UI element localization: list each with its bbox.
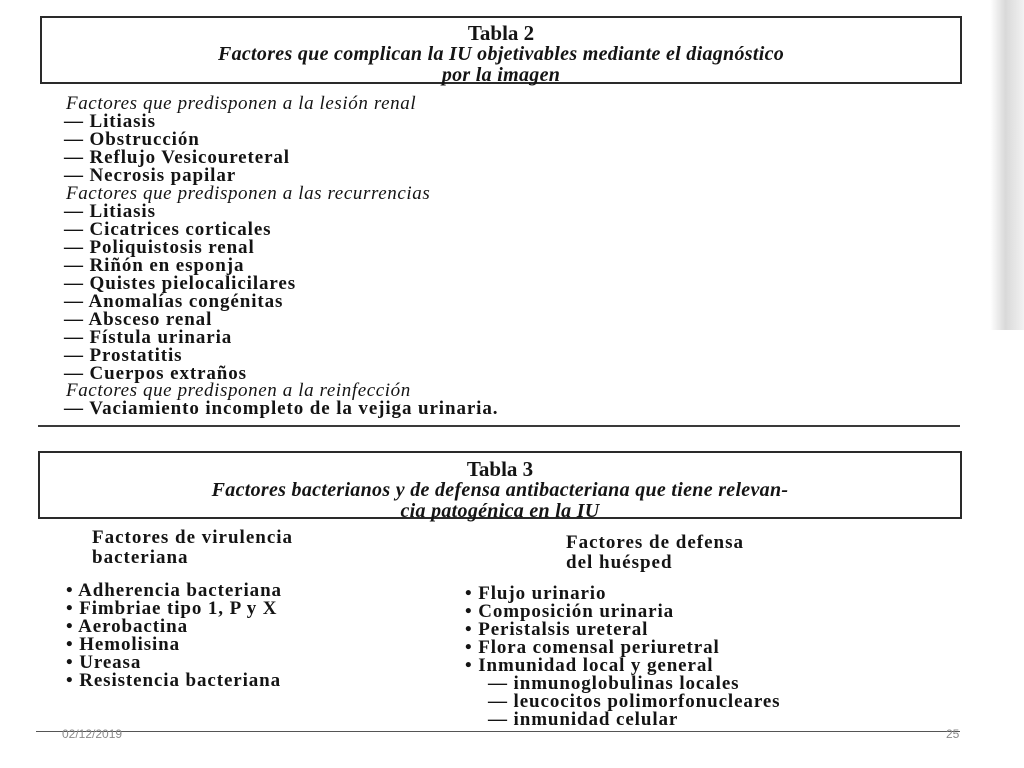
tabla-2-caption-line1: Factores que complican la IU objetivables mediante el diagnóstico [217, 43, 785, 65]
list-item: • Composición urinaria [465, 601, 675, 622]
list-item: • Fimbriae tipo 1, P y X [66, 598, 278, 619]
right-column-heading-line2: del huésped [566, 552, 673, 573]
tabla-2-section-heading: Factores que predisponen a la lesión renal [66, 93, 417, 114]
tabla-2-caption-line2: por la imagen [441, 64, 561, 86]
left-column-heading-line1: Factores de virulencia [92, 527, 294, 548]
list-item: — Prostatitis [64, 345, 183, 366]
list-item: — Reflujo Vesicoureteral [64, 147, 290, 168]
tabla-3-caption-line2: cia patogénica en la IU [400, 500, 600, 522]
tabla-3-number: Tabla 3 [466, 457, 534, 481]
list-item: — Litiasis [64, 201, 156, 222]
list-item: • Flujo urinario [465, 583, 607, 604]
tabla-2-section-heading: Factores que predisponen a las recurrencias [66, 183, 431, 204]
list-item: • Hemolisina [66, 634, 181, 655]
list-item: — Obstrucción [64, 129, 200, 150]
list-item: — Necrosis papilar [64, 165, 237, 186]
list-item: — Riñón en esponja [64, 255, 245, 276]
list-item: — Litiasis [64, 111, 156, 132]
left-column-heading-line2: bacteriana [92, 547, 189, 568]
list-item: • Peristalsis ureteral [465, 619, 649, 640]
list-item: — Quistes pielocalicilares [64, 273, 297, 294]
left-column-heading [92, 528, 293, 568]
tabla-2-section-heading: Factores que predisponen a la reinfección [66, 380, 411, 401]
list-item: • Flora comensal periuretral [465, 637, 720, 658]
footer-date: 02/12/2019 [62, 727, 123, 741]
list-item: • Adherencia bacteriana [66, 580, 282, 601]
tabla-3-title-box [38, 451, 962, 522]
footer-rule [36, 731, 960, 732]
tabla-3-caption-line1: Factores bacterianos y de defensa antibacteriana que tiene relevan- [211, 479, 789, 501]
list-item: — leucocitos polimorfonucleares [488, 691, 781, 712]
list-item: • Ureasa [66, 652, 142, 673]
list-item: — inmunoglobulinas locales [488, 673, 740, 694]
scan-edge-shadow [990, 0, 1024, 330]
list-item: — Absceso renal [64, 309, 213, 330]
list-item: — Fístula urinaria [64, 327, 233, 348]
list-item: • Aerobactina [66, 616, 188, 637]
list-item: • Resistencia bacteriana [66, 670, 282, 691]
tabla-2-title-box [40, 16, 962, 84]
list-item: • Inmunidad local y general [465, 655, 714, 676]
tabla-2-number: Tabla 2 [467, 21, 535, 45]
list-item: — Anomalías congénitas [64, 291, 284, 312]
list-item: — Cicatrices corticales [64, 219, 272, 240]
table-bottom-rule [38, 425, 960, 427]
list-item: — Poliquistosis renal [64, 237, 255, 258]
footer-page-number: 25 [946, 727, 960, 741]
list-item: — Cuerpos extraños [64, 363, 247, 384]
list-item: — Vaciamiento incompleto de la vejiga urinaria. [64, 398, 499, 419]
right-column-heading-line1: Factores de defensa [566, 532, 745, 553]
right-column-heading [566, 533, 744, 573]
list-item: — inmunidad celular [488, 709, 679, 730]
